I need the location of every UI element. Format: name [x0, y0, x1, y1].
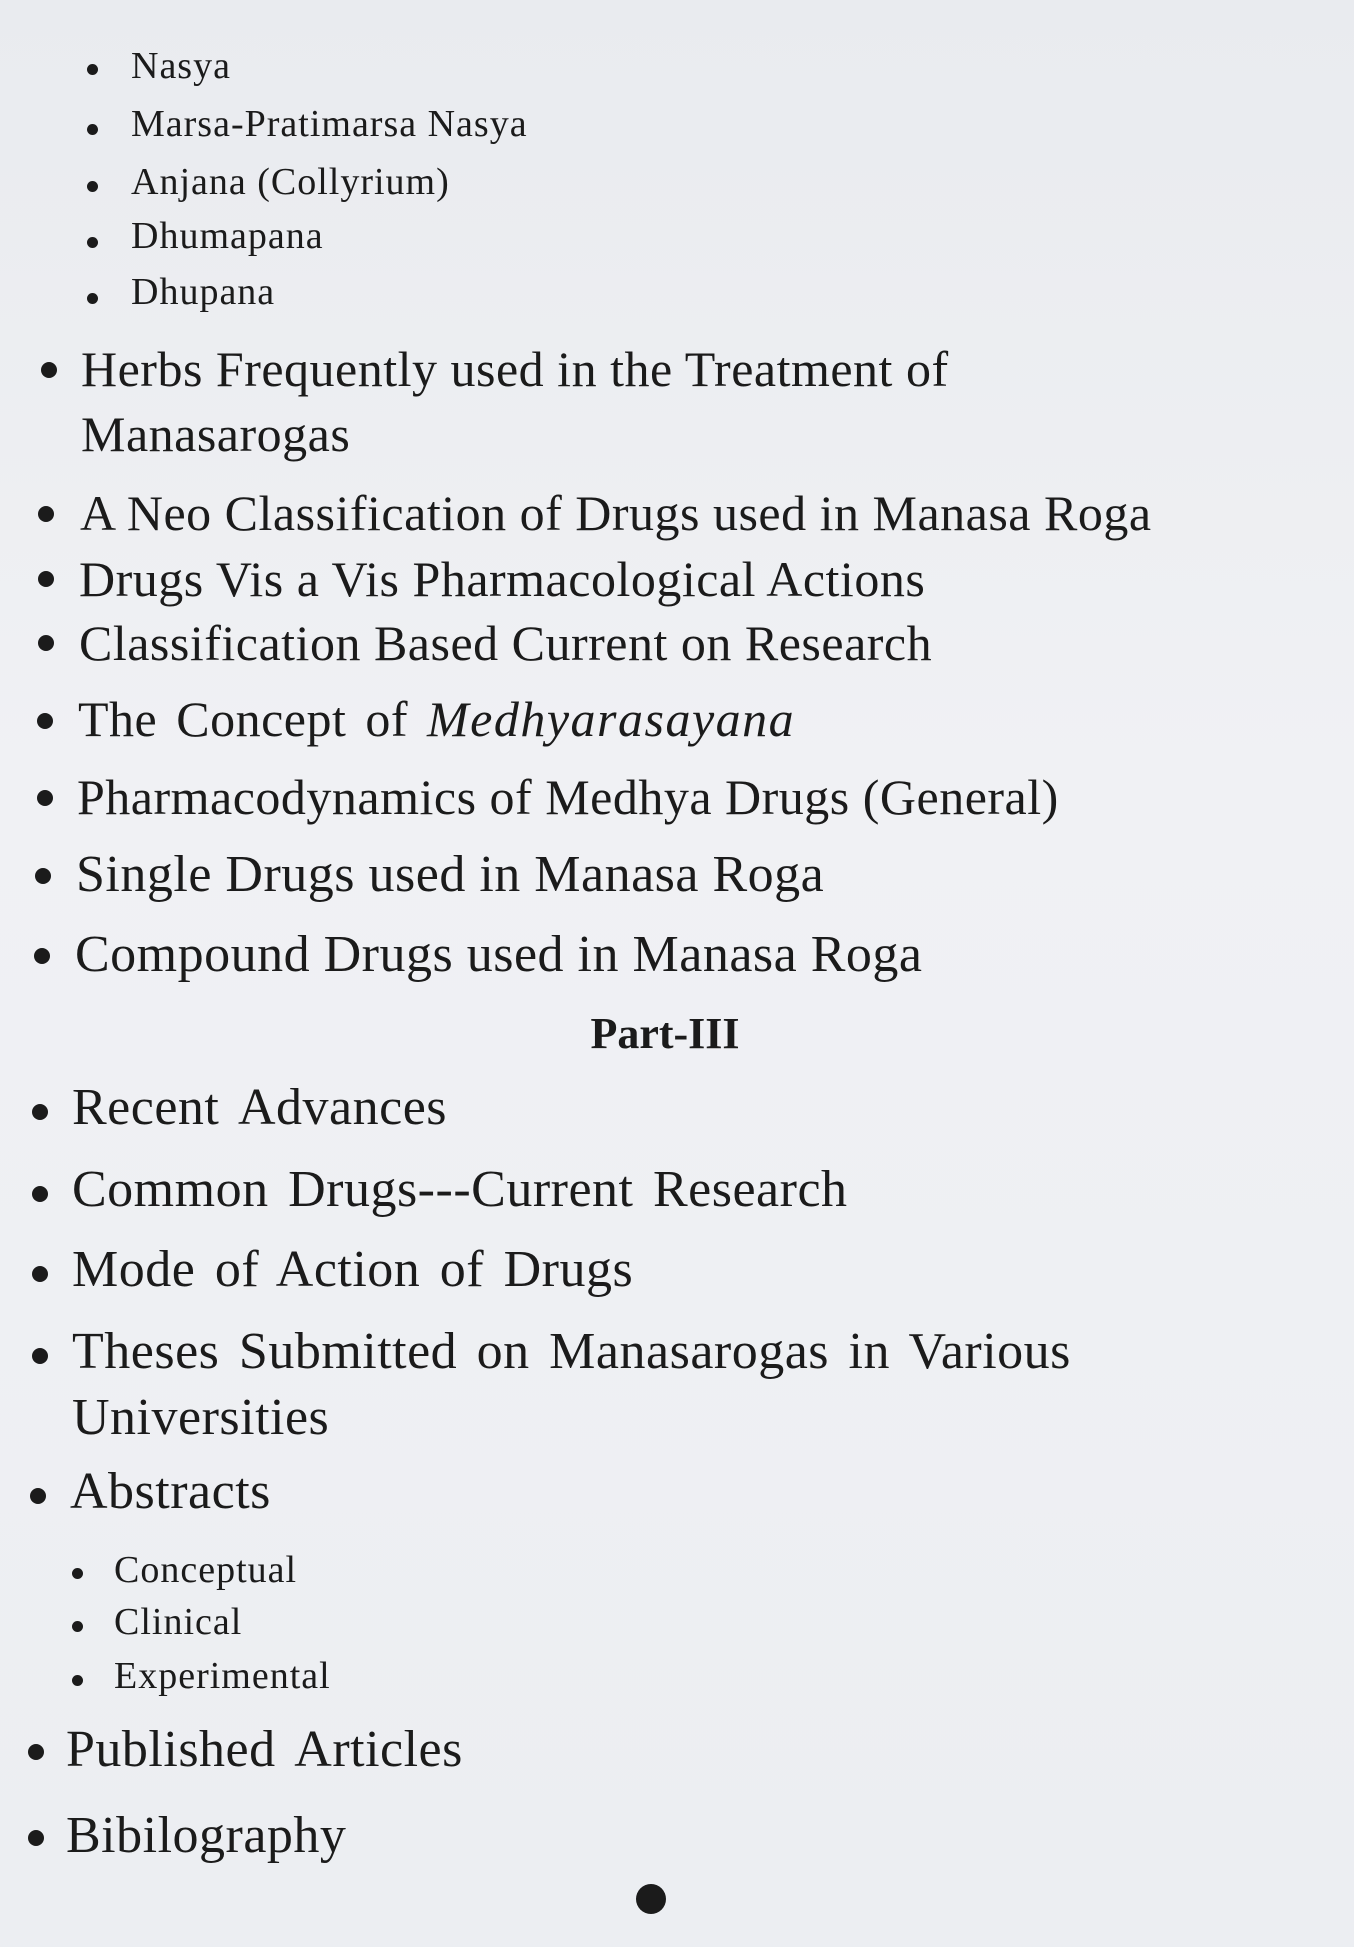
toc-entry-title-prefix: The Concept of: [78, 691, 428, 747]
bullet-icon: [38, 571, 54, 587]
end-ornament-dot: [636, 1884, 666, 1914]
toc-subentry-title: Experimental: [114, 1655, 331, 1697]
toc-entry-title-line2: Universities: [72, 1389, 330, 1446]
toc-subentry-title: Clinical: [114, 1601, 243, 1643]
bullet-icon: [32, 1348, 48, 1364]
bullet-icon: [87, 181, 98, 192]
toc-entry-title: Single Drugs used in Manasa Roga: [76, 846, 825, 903]
bullet-icon: [72, 1675, 83, 1686]
toc-subentry-title: Conceptual: [114, 1549, 298, 1591]
toc-entry-title: Pharmacodynamics of Medhya Drugs (General): [77, 769, 1059, 825]
bullet-icon: [38, 506, 54, 522]
toc-subentry-title: Nasya: [131, 45, 231, 87]
bullet-icon: [87, 64, 98, 75]
toc-entry-title-line1: Herbs Frequently used in the Treatment of: [81, 341, 949, 397]
bullet-icon: [32, 1266, 48, 1282]
bullet-icon: [87, 237, 98, 248]
bullet-icon: [28, 1744, 44, 1760]
toc-entry-title: Common Drugs---Current Research: [72, 1161, 848, 1218]
bullet-icon: [32, 1186, 48, 1202]
toc-subentry-title: Dhumapana: [131, 215, 324, 257]
toc-entry-title: Published Articles: [66, 1721, 463, 1778]
toc-subentry-title: Marsa-Pratimarsa Nasya: [131, 103, 528, 145]
bullet-icon: [87, 293, 98, 304]
toc-entry-title: Compound Drugs used in Manasa Roga: [75, 926, 923, 983]
bullet-icon: [38, 635, 54, 651]
toc-subentry-title: Dhupana: [131, 271, 276, 313]
part-heading: Part-III: [590, 1009, 740, 1058]
toc-entry-title: Classification Based Current on Research: [79, 615, 933, 671]
bullet-icon: [28, 1830, 44, 1846]
bullet-icon: [34, 948, 50, 964]
toc-entry-title-italic: Medhyarasayana: [427, 691, 796, 747]
toc-entry-title: Mode of Action of Drugs: [72, 1241, 634, 1298]
toc-entry-title: Bibilography: [66, 1807, 347, 1864]
bullet-icon: [35, 868, 51, 884]
toc-subentry-title: Anjana (Collyrium): [131, 161, 450, 203]
bullet-icon: [37, 790, 53, 806]
bullet-icon: [32, 1104, 48, 1120]
toc-entry-title: A Neo Classification of Drugs used in Manasa Roga: [80, 485, 1152, 541]
toc-entry-title-line2: Manasarogas: [81, 406, 351, 462]
toc-entry-title: Drugs Vis a Vis Pharmacological Actions: [79, 551, 926, 607]
bullet-icon: [41, 362, 57, 378]
bullet-icon: [72, 1621, 83, 1632]
toc-entry-title: Recent Advances: [72, 1079, 448, 1136]
toc-entry-title: Abstracts: [70, 1463, 271, 1520]
toc-entry-title: [78, 690, 795, 748]
toc-entry-title-line1: Theses Submitted on Manasarogas in Various: [72, 1323, 1071, 1380]
bullet-icon: [72, 1568, 83, 1579]
bullet-icon: [37, 713, 53, 729]
bullet-icon: [87, 124, 98, 135]
bullet-icon: [30, 1488, 46, 1504]
